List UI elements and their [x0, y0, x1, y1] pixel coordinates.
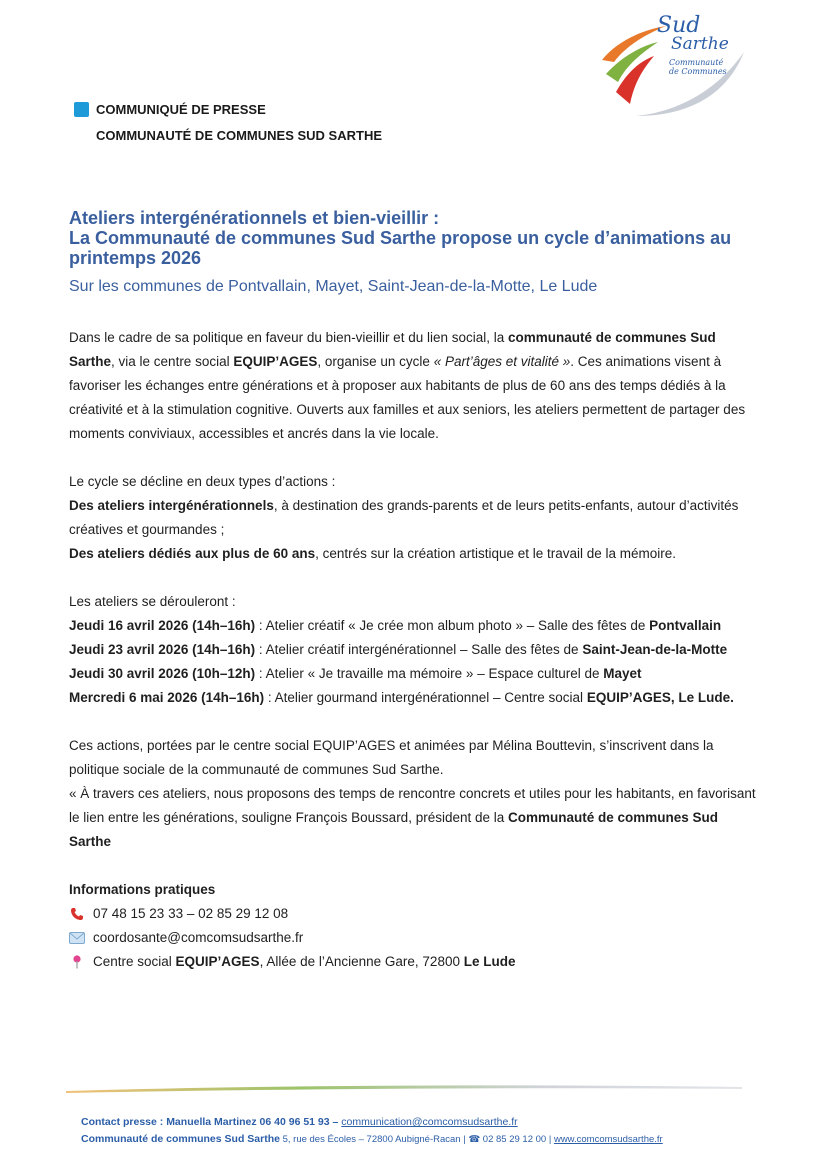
press-header: [74, 101, 382, 144]
info-email: [69, 926, 761, 950]
email-address[interactable]: coordosante@comcomsudsarthe.fr: [93, 930, 304, 945]
schedule-item: Jeudi 16 avril 2026 (14h–16h) : Atelier créatif « Je crée mon album photo » – Salle des fêtes de Pontvallain: [69, 618, 722, 633]
cycle-intro: Le cycle se décline en deux types d’actions :: [69, 474, 336, 489]
info-title: Informations pratiques: [69, 882, 216, 897]
phone-icon: [69, 906, 85, 922]
website-link[interactable]: www.comcomsudsarthe.fr: [553, 1134, 663, 1145]
map-pin-icon: [69, 954, 85, 970]
organization-label: COMMUNAUTÉ DE COMMUNES SUD SARTHE: [96, 128, 382, 143]
title-line-1: Ateliers intergénérationnels et bien-vieillir :: [69, 208, 440, 228]
page-footer: [81, 1114, 663, 1148]
schedule-item: Mercredi 6 mai 2026 (14h–16h) : Atelier gourmand intergénérationnel – Centre social EQUIP’AGES, Le Lude.: [69, 690, 734, 705]
closing-paragraph-1: Ces actions, portées par le centre social EQUIP’AGES et animées par Mélina Bouttevin, s’inscrivent dans la politique sociale de la communauté de communes Sud Sarthe.: [69, 738, 714, 777]
action-1: Des ateliers intergénérationnels, à destination des grands-parents et de leurs petits-enfants, autour d’activités créatives et gourmandes ;: [69, 498, 739, 537]
footer-contact: Contact presse : Manuella Martinez 06 40 96 51 93 – communication@comcomsudsarthe.fr: [81, 1116, 518, 1128]
intro-paragraph: Dans le cadre de sa politique en faveur du bien-vieillir et du lien social, la communauté de communes Sud Sarthe, via le centre social EQUIP’AGES, organise un cycle « Part’âges et vitalité ». Ces animations visent à favoriser les échanges entre générations et à proposer aux habitants de plus de 60 ans des temps dédiés à la créativité et à la stimulation cognitive. Ouverts aux familles et aux seniors, les ateliers permettent de partager des moments conviviaux, accessibles et ancrés dans la vie locale.: [69, 330, 746, 441]
logo-de-communes: de Communes: [669, 67, 727, 76]
info-phone: [69, 902, 761, 926]
closing-quote: « À travers ces ateliers, nous proposons des temps de rencontre concrets et utiles pour les habitants, en favorisant le lien entre les générations, souligne François Boussard, président de la Communauté de communes Sud Sarthe: [69, 786, 756, 849]
logo-sarthe: Sarthe: [671, 34, 729, 54]
page-subtitle: Sur les communes de Pontvallain, Mayet, Saint-Jean-de-la-Motte, Le Lude: [69, 278, 598, 295]
logo-sud: Sud: [657, 13, 701, 38]
schedule-item: Jeudi 23 avril 2026 (14h–16h) : Atelier créatif intergénérationnel – Salle des fêtes de Saint-Jean-de-la-Motte: [69, 642, 728, 657]
footer-divider: [66, 1083, 742, 1095]
footer-phone-icon: ☎: [468, 1134, 481, 1145]
press-email-link[interactable]: communication@comcomsudsarthe.fr: [341, 1116, 518, 1128]
logo-text: [657, 13, 747, 76]
info-address: [69, 950, 761, 974]
schedule-item: Jeudi 30 avril 2026 (10h–12h) : Atelier « Je travaille ma mémoire » – Espace culturel de Mayet: [69, 666, 642, 681]
press-release-label: COMMUNIQUÉ DE PRESSE: [96, 102, 266, 117]
page-title: [69, 208, 769, 268]
address-text: Centre social EQUIP’AGES, Allée de l’Ancienne Gare, 72800 Le Lude: [93, 954, 516, 969]
phone-numbers: 07 48 15 23 33 – 02 85 29 12 08: [93, 906, 289, 921]
title-line-2: La Communauté de communes Sud Sarthe propose un cycle d’animations au printemps 2026: [69, 228, 732, 268]
action-2: Des ateliers dédiés aux plus de 60 ans, centrés sur la création artistique et le travail de la mémoire.: [69, 546, 677, 561]
mail-icon: [69, 930, 85, 946]
footer-address: Communauté de communes Sud Sarthe 5, rue des Écoles – 72800 Aubigné-Racan | ☎ 02 85 29 12 00 | www.comcomsudsarthe.fr: [81, 1133, 663, 1145]
blue-square-icon: [74, 102, 89, 117]
article-body: [69, 326, 761, 974]
logo-communaute: Communauté: [669, 58, 724, 67]
schedule-intro: Les ateliers se dérouleront :: [69, 594, 236, 609]
